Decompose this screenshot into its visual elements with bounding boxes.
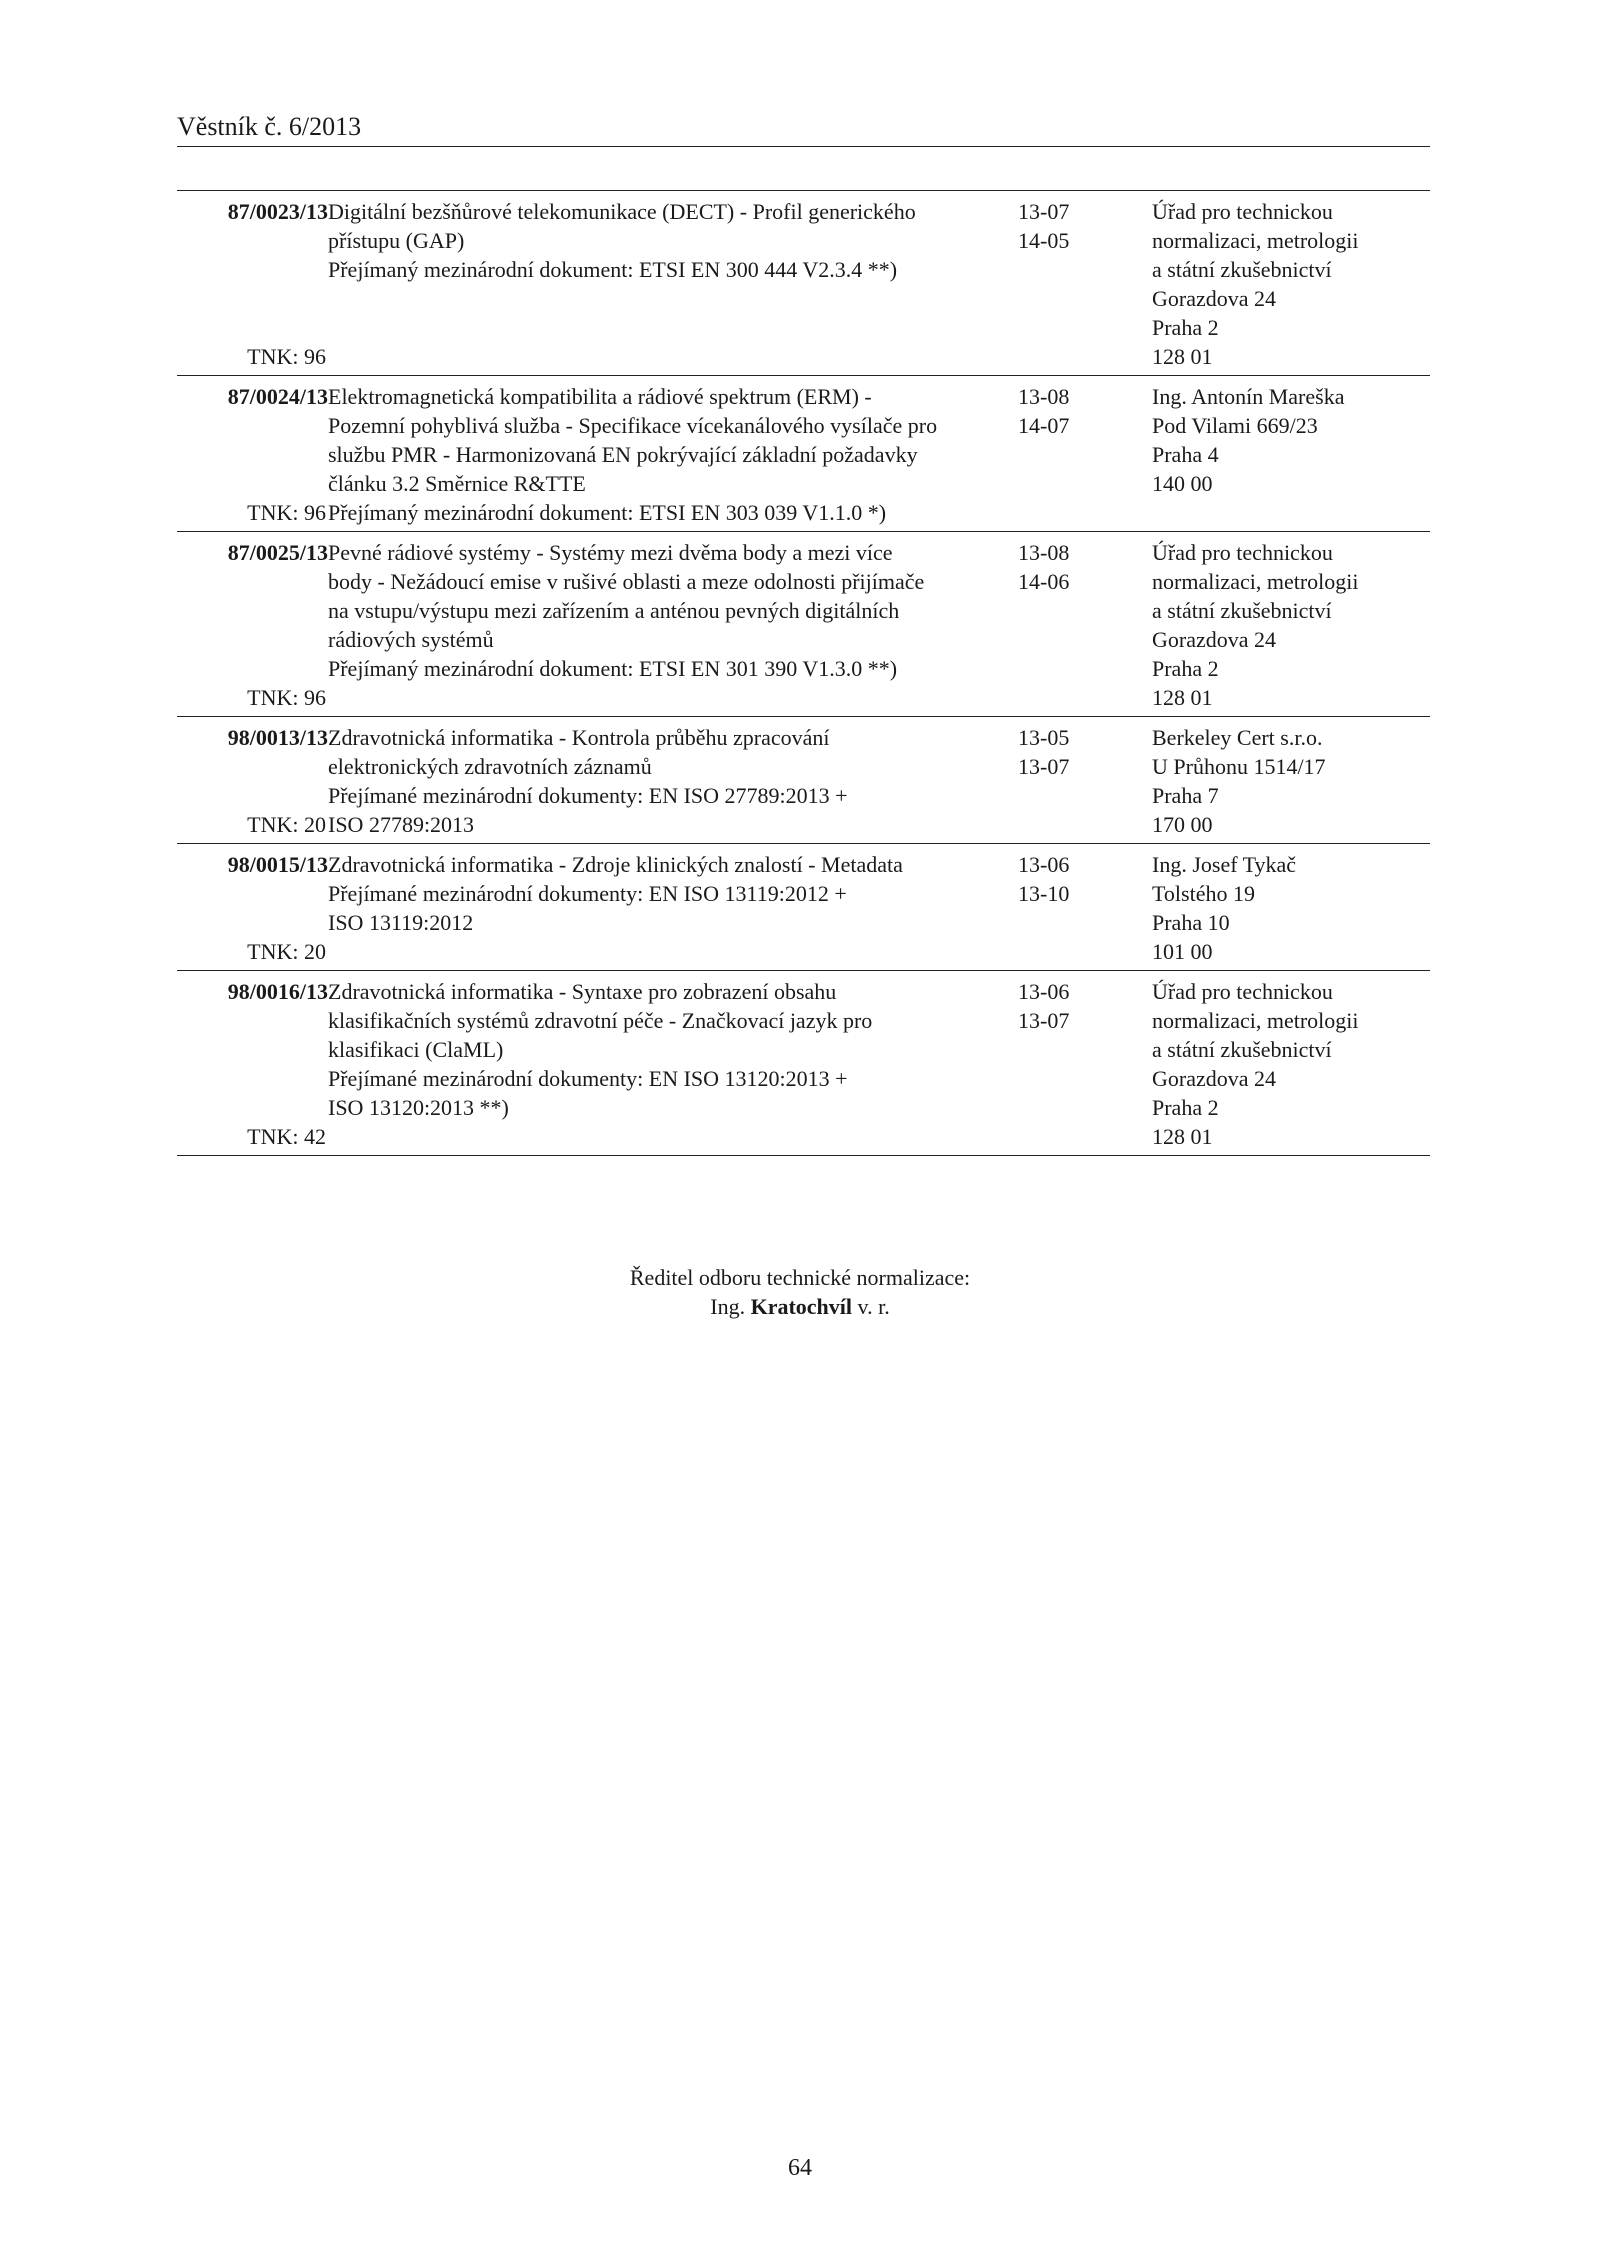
record-address-cell <box>1152 532 1430 717</box>
record-address-line: a státní zkušebnictví <box>1152 598 1332 623</box>
record-description-cell <box>328 376 1018 532</box>
record-address-line: normalizaci, metrologii <box>1152 1008 1359 1033</box>
record-description-line: přístupu (GAP) <box>328 228 465 253</box>
record-dates-cell <box>1018 191 1152 376</box>
table-row <box>177 971 1430 1156</box>
record-description-line: Přejímaný mezinárodní dokument: ETSI EN 301 390 V1.3.0 **) <box>328 656 898 681</box>
record-description-line: Zdravotnická informatika - Syntaxe pro zobrazení obsahu <box>328 979 837 1004</box>
record-dates-line: 14-06 <box>1018 569 1070 594</box>
records-body <box>177 191 1430 1156</box>
record-number: 98/0016/13 <box>227 979 328 1004</box>
table-row <box>177 191 1430 376</box>
record-dates-line: 13-07 <box>1018 199 1070 224</box>
record-dates-line: 13-08 <box>1018 384 1070 409</box>
record-address-line: Gorazdova 24 <box>1152 1066 1277 1091</box>
record-description-line: Přejímaný mezinárodní dokument: ETSI EN 303 039 V1.1.0 *) <box>328 500 887 525</box>
signature-suffix: v. r. <box>857 1294 890 1319</box>
record-description-cell <box>328 844 1018 971</box>
record-description-line: Přejímané mezinárodní dokumenty: EN ISO 27789:2013 + <box>328 783 848 808</box>
record-dates-cell <box>1018 532 1152 717</box>
record-description-line: Přejímaný mezinárodní dokument: ETSI EN 300 444 V2.3.4 **) <box>328 257 898 282</box>
record-number: 87/0023/13 <box>227 199 328 224</box>
record-description-cell <box>328 532 1018 717</box>
record-address-line: a státní zkušebnictví <box>1152 257 1332 282</box>
record-id-cell <box>177 971 328 1156</box>
record-id-cell <box>177 717 328 844</box>
record-address-line: Tolstého 19 <box>1152 881 1255 906</box>
record-address-line: Gorazdova 24 <box>1152 627 1277 652</box>
record-address-line: 128 01 <box>1152 344 1213 369</box>
record-number: 87/0025/13 <box>227 540 328 565</box>
record-dates-line: 14-05 <box>1018 228 1070 253</box>
record-address-line: Úřad pro technickou <box>1152 979 1333 1004</box>
record-dates-line: 13-07 <box>1018 754 1070 779</box>
record-description-line: elektronických zdravotních záznamů <box>328 754 652 779</box>
signature-name: Kratochvíl <box>750 1294 853 1319</box>
record-dates-line: 13-08 <box>1018 540 1070 565</box>
record-tnk: TNK: 20 <box>247 939 326 964</box>
record-tnk: TNK: 96 <box>247 685 326 710</box>
record-tnk: TNK: 96 <box>247 344 326 369</box>
record-address-line: a státní zkušebnictví <box>1152 1037 1332 1062</box>
page-number: 64 <box>788 2155 812 2181</box>
record-id-cell <box>177 532 328 717</box>
record-address-line: 128 01 <box>1152 685 1213 710</box>
record-address-line: Úřad pro technickou <box>1152 540 1333 565</box>
record-dates-line: 13-05 <box>1018 725 1070 750</box>
record-address-cell <box>1152 191 1430 376</box>
record-dates-cell <box>1018 844 1152 971</box>
signature-role: Ředitel odboru technické normalizace: <box>629 1265 971 1290</box>
record-description-line: Přejímané mezinárodní dokumenty: EN ISO 13120:2013 + <box>328 1066 848 1091</box>
signature-line <box>0 1292 1600 1321</box>
record-dates-line: 13-06 <box>1018 852 1070 877</box>
record-address-line: Berkeley Cert s.r.o. <box>1152 725 1323 750</box>
record-dates-cell <box>1018 717 1152 844</box>
record-address-line: Praha 2 <box>1152 315 1219 340</box>
record-address-line: 140 00 <box>1152 471 1213 496</box>
record-dates-line: 13-06 <box>1018 979 1070 1004</box>
record-dates-cell <box>1018 376 1152 532</box>
record-description-line: klasifikačních systémů zdravotní péče - Značkovací jazyk pro <box>328 1008 873 1033</box>
record-tnk: TNK: 42 <box>247 1124 326 1149</box>
record-dates-line: 14-07 <box>1018 413 1070 438</box>
record-address-cell <box>1152 971 1430 1156</box>
record-address-line: normalizaci, metrologii <box>1152 569 1359 594</box>
record-description-line: Zdravotnická informatika - Zdroje klinických znalostí - Metadata <box>328 852 903 877</box>
table-row <box>177 532 1430 717</box>
record-description-line: Přejímané mezinárodní dokumenty: EN ISO 13119:2012 + <box>328 881 847 906</box>
record-number: 98/0013/13 <box>227 725 328 750</box>
record-number: 87/0024/13 <box>227 384 328 409</box>
record-address-line: 170 00 <box>1152 812 1213 837</box>
record-description-line: rádiových systémů <box>328 627 494 652</box>
record-id-cell <box>177 191 328 376</box>
record-description-line: Elektromagnetická kompatibilita a rádiové spektrum (ERM) - <box>328 384 872 409</box>
record-description-cell <box>328 971 1018 1156</box>
record-description-line: ISO 13119:2012 <box>328 910 474 935</box>
record-description-line: Pozemní pohyblivá služba - Specifikace vícekanálového vysílače pro <box>328 413 938 438</box>
record-dates-line: 13-07 <box>1018 1008 1070 1033</box>
record-address-line: Úřad pro technickou <box>1152 199 1333 224</box>
record-description-line: na vstupu/výstupu mezi zařízením a anténou pevných digitálních <box>328 598 900 623</box>
record-address-line: 128 01 <box>1152 1124 1213 1149</box>
table-row <box>177 844 1430 971</box>
page-header-title: Věstník č. 6/2013 <box>177 112 362 141</box>
records-table <box>177 190 1430 1156</box>
record-description-line: Pevné rádiové systémy - Systémy mezi dvěma body a mezi více <box>328 540 893 565</box>
record-id-cell <box>177 844 328 971</box>
signature-prefix: Ing. <box>710 1294 746 1319</box>
record-description-line: ISO 27789:2013 <box>328 812 475 837</box>
record-address-line: Praha 4 <box>1152 442 1219 467</box>
record-id-cell <box>177 376 328 532</box>
record-tnk: TNK: 20 <box>247 812 326 837</box>
record-tnk: TNK: 96 <box>247 500 326 525</box>
record-address-line: U Průhonu 1514/17 <box>1152 754 1326 779</box>
record-dates-cell <box>1018 971 1152 1156</box>
record-address-line: normalizaci, metrologii <box>1152 228 1359 253</box>
record-dates-line: 13-10 <box>1018 881 1070 906</box>
record-description-line: Zdravotnická informatika - Kontrola průběhu zpracování <box>328 725 830 750</box>
record-description-line: Digitální bezšňůrové telekomunikace (DECT) - Profil generického <box>328 199 916 224</box>
table-row <box>177 376 1430 532</box>
record-address-line: Ing. Josef Tykač <box>1152 852 1297 877</box>
record-number: 98/0015/13 <box>227 852 328 877</box>
record-address-cell <box>1152 717 1430 844</box>
record-address-line: Ing. Antonín Mareška <box>1152 384 1345 409</box>
record-description-line: ISO 13120:2013 **) <box>328 1095 509 1120</box>
record-description-line: body - Nežádoucí emise v rušivé oblasti a meze odolnosti přijímače <box>328 569 925 594</box>
record-address-line: 101 00 <box>1152 939 1213 964</box>
record-description-cell <box>328 191 1018 376</box>
table-row <box>177 717 1430 844</box>
record-address-line: Pod Vilami 669/23 <box>1152 413 1318 438</box>
record-address-line: Praha 2 <box>1152 1095 1219 1120</box>
record-address-line: Praha 2 <box>1152 656 1219 681</box>
record-description-line: článku 3.2 Směrnice R&TTE <box>328 471 586 496</box>
record-description-line: službu PMR - Harmonizovaná EN pokrývající základní požadavky <box>328 442 918 467</box>
record-description-cell <box>328 717 1018 844</box>
record-address-line: Praha 10 <box>1152 910 1230 935</box>
record-address-line: Gorazdova 24 <box>1152 286 1277 311</box>
record-description-line: klasifikaci (ClaML) <box>328 1037 504 1062</box>
record-address-cell <box>1152 844 1430 971</box>
record-address-line: Praha 7 <box>1152 783 1219 808</box>
signature-block <box>0 1263 1600 1321</box>
record-address-cell <box>1152 376 1430 532</box>
header-divider <box>177 146 1430 147</box>
